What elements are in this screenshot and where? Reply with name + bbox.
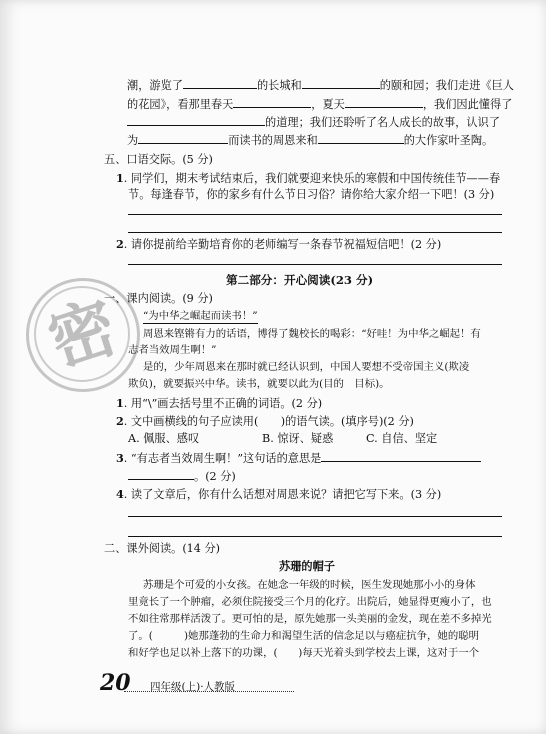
question-number: 4 bbox=[116, 487, 124, 501]
question-text: . “有志者当效周生啊！”这句话的意思是 bbox=[123, 452, 322, 465]
footer-divider bbox=[124, 691, 294, 692]
question-text: . 同学们，期末考试结束后，我们就要迎来快乐的寒假和中国传统佳节——春 bbox=[123, 172, 501, 185]
answer-line[interactable] bbox=[128, 232, 502, 233]
story-line: 里竟长了一个肿瘤，必须住院接受三个月的化疗。出院后，她显得更瘦小了，也 bbox=[128, 596, 492, 608]
answer-line[interactable] bbox=[128, 264, 502, 265]
intro-text: 的花园》，看那里春天 bbox=[127, 98, 234, 111]
question-text: 。(2 分) bbox=[194, 470, 236, 483]
question-number: 2 bbox=[116, 237, 124, 251]
question-text: . 读了文章后，你有什么话想对周恩来说？请把它写下来。(3 分) bbox=[123, 488, 442, 501]
answer-line[interactable] bbox=[128, 536, 502, 537]
reading-1-q3-cont bbox=[128, 468, 236, 485]
intro-text: ，我们因此懂得了 bbox=[422, 98, 513, 111]
reading-1-q3 bbox=[116, 450, 481, 467]
question-number: 2 bbox=[116, 414, 124, 428]
blank-line[interactable] bbox=[183, 77, 257, 89]
section-5-q2 bbox=[116, 236, 441, 253]
section-5-q1-line2: 节。每逢春节，你的家乡有什么节日习俗？请你给大家介绍一下吧！(3 分) bbox=[128, 188, 495, 201]
answer-line[interactable] bbox=[128, 214, 502, 215]
intro-line-3 bbox=[127, 114, 500, 131]
passage-line: 周恩来铿锵有力的话语，博得了魏校长的喝彩：“好哇！为中华之崛起！有 bbox=[143, 328, 481, 340]
intro-text: 潮，游览了 bbox=[127, 79, 183, 92]
reading-1-q1 bbox=[116, 395, 322, 412]
intro-text: 为 bbox=[127, 134, 139, 147]
reading-1-q2 bbox=[116, 413, 414, 430]
intro-line-2 bbox=[127, 96, 512, 113]
option-c[interactable]: C. 自信、坚定 bbox=[366, 432, 438, 445]
intro-text: 而读书的周恩来和 bbox=[228, 134, 318, 147]
blank-line[interactable] bbox=[138, 132, 228, 144]
reading-2-title: 二、课外阅读。(14 分) bbox=[104, 542, 221, 555]
intro-line-1 bbox=[127, 77, 514, 94]
question-number: 1 bbox=[116, 171, 124, 185]
intro-line-4 bbox=[127, 132, 493, 149]
intro-text: ，夏天 bbox=[311, 98, 345, 111]
story-line: 了。( )她那蓬勃的生命力和渴望生活的信念足以与癌症抗争，她的聪明 bbox=[128, 630, 479, 642]
intro-text: 的大作家叶圣陶。 bbox=[403, 134, 494, 147]
book-label: 四年级(上)·人教版 bbox=[150, 681, 236, 693]
blank-line[interactable] bbox=[127, 114, 265, 126]
blank-line[interactable] bbox=[318, 132, 404, 144]
question-text: . 文中画横线的句子应读用( )的语气读。(填序号)(2 分) bbox=[123, 415, 414, 428]
part-2-title: 第二部分：开心阅读(23 分) bbox=[226, 273, 374, 287]
intro-text: 的颐和园；我们走进《巨人 bbox=[379, 79, 514, 92]
option-a[interactable]: A. 佩服、感叹 bbox=[128, 432, 200, 445]
section-5-q1-line1 bbox=[116, 170, 500, 187]
page-number: 20 bbox=[100, 670, 131, 696]
story-title: 苏珊的帽子 bbox=[279, 559, 335, 573]
section-5-title: 五、口语交际。(5 分) bbox=[104, 153, 213, 166]
underlined-quote: “为中华之崛起而读书！” bbox=[143, 310, 258, 322]
story-line: 苏珊是个可爱的小女孩。在她念一年级的时候，医生发现她那小小的身体 bbox=[143, 579, 476, 591]
story-line: 不如往常那样活泼了。更可怕的是，原先她那一头美丽的金发，现在差不多掉光 bbox=[128, 613, 492, 625]
blank-line[interactable] bbox=[128, 468, 194, 480]
question-text: . 请你提前给辛勤培育你的老师编写一条春节祝福短信吧！(2 分) bbox=[123, 238, 442, 251]
intro-text: 的道理；我们还聆听了名人成长的故事，认识了 bbox=[265, 116, 500, 129]
blank-line[interactable] bbox=[345, 96, 423, 108]
passage-line: 是的，少年周恩来在那时就已经认识到，中国人要想不受帝国主义(欺凌 bbox=[143, 361, 470, 373]
passage-line: 欺负)，就要振兴中华。读书，就要以此为(目的 目标)。 bbox=[128, 378, 390, 390]
stamp-character: 密 bbox=[39, 287, 127, 382]
option-b[interactable]: B. 惊讶、疑惑 bbox=[262, 432, 334, 445]
reading-1-title: 一、课内阅读。(9 分) bbox=[104, 292, 213, 305]
intro-text: 的长城和 bbox=[256, 79, 302, 92]
reading-1-q4 bbox=[116, 486, 441, 503]
story-line: 和好学也足以补上落下的功课，( )每天光着头到学校去上课，这对于一个 bbox=[128, 647, 479, 659]
question-number: 1 bbox=[116, 396, 124, 410]
blank-line[interactable] bbox=[302, 77, 380, 89]
blank-line[interactable] bbox=[233, 96, 311, 108]
question-text: . 用“\”画去括号里不正确的词语。(2 分) bbox=[123, 397, 323, 410]
question-number: 3 bbox=[116, 451, 124, 465]
passage-line: 志者当效周生啊！” bbox=[128, 344, 217, 356]
blank-line[interactable] bbox=[321, 450, 481, 462]
answer-line[interactable] bbox=[128, 516, 502, 517]
